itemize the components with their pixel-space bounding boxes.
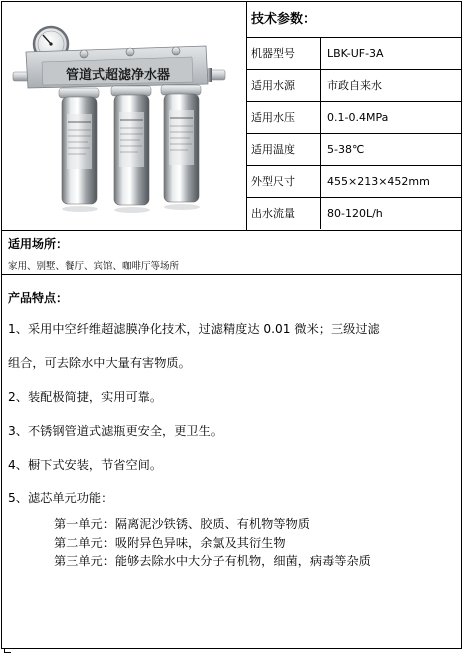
feature-line: 3、不锈钢管道式滤瓶更安全，更卫生。 <box>8 424 223 438</box>
spec-value: 5-38℃ <box>327 143 365 156</box>
spec-row <box>247 70 461 102</box>
feature-line: 2、装配极简捷，实用可靠。 <box>8 390 163 404</box>
filter-stage-line: 第二单元：吸附异色异味，余氯及其衍生物 <box>54 536 286 550</box>
spec-title: 技术参数： <box>247 2 461 38</box>
product-sheet <box>1 1 462 649</box>
water-purifier-image <box>2 2 246 230</box>
top-section <box>2 2 461 231</box>
places-text: 家用、别墅、餐厅、宾馆、咖啡厅等场所 <box>8 261 180 272</box>
features-title: 产品特点： <box>8 291 69 305</box>
spec-value: 80-120L/h <box>327 207 383 220</box>
corner-mark <box>4 649 11 653</box>
product-photo <box>2 2 247 230</box>
spec-key: 适用水源 <box>247 70 321 101</box>
spec-value: 市政自来水 <box>327 79 382 92</box>
spec-key: 外型尺寸 <box>247 166 321 197</box>
spec-table <box>247 2 461 230</box>
spec-key: 适用温度 <box>247 134 321 165</box>
places-title: 适用场所： <box>8 237 69 251</box>
spec-row <box>247 134 461 166</box>
filter-housing-2 <box>111 86 151 205</box>
spec-row <box>247 166 461 198</box>
spec-key: 机器型号 <box>247 38 321 69</box>
spec-row <box>247 198 461 229</box>
applicable-places <box>2 231 461 275</box>
spec-row <box>247 38 461 70</box>
spec-row <box>247 102 461 134</box>
feature-line: 1、采用中空纤维超滤膜净化技术，过滤精度达 0.01 微米；三级过滤 <box>8 322 380 336</box>
filter-stage-line: 第三单元：能够去除水中大分子有机物，细菌，病毒等杂质 <box>54 554 371 568</box>
spec-value: 0.1-0.4MPa <box>327 111 389 124</box>
spec-value: 455×213×452mm <box>327 175 430 188</box>
spec-value: LBK-UF-3A <box>327 47 384 60</box>
spec-key: 出水流量 <box>247 198 321 229</box>
filter-housing-3 <box>161 85 201 202</box>
filter-housing-1 <box>59 88 99 204</box>
feature-line: 4、橱下式安装，节省空间。 <box>8 458 163 472</box>
spec-key: 适用水压 <box>247 102 321 133</box>
filter-stage-line: 第一单元：隔离泥沙铁锈、胶质、有机物等物质 <box>54 517 310 531</box>
feature-line: 5、滤芯单元功能： <box>8 491 114 505</box>
brand-label: 管道式超滤净水器 <box>65 68 171 83</box>
feature-line: 组合，可去除水中大量有害物质。 <box>8 356 191 370</box>
